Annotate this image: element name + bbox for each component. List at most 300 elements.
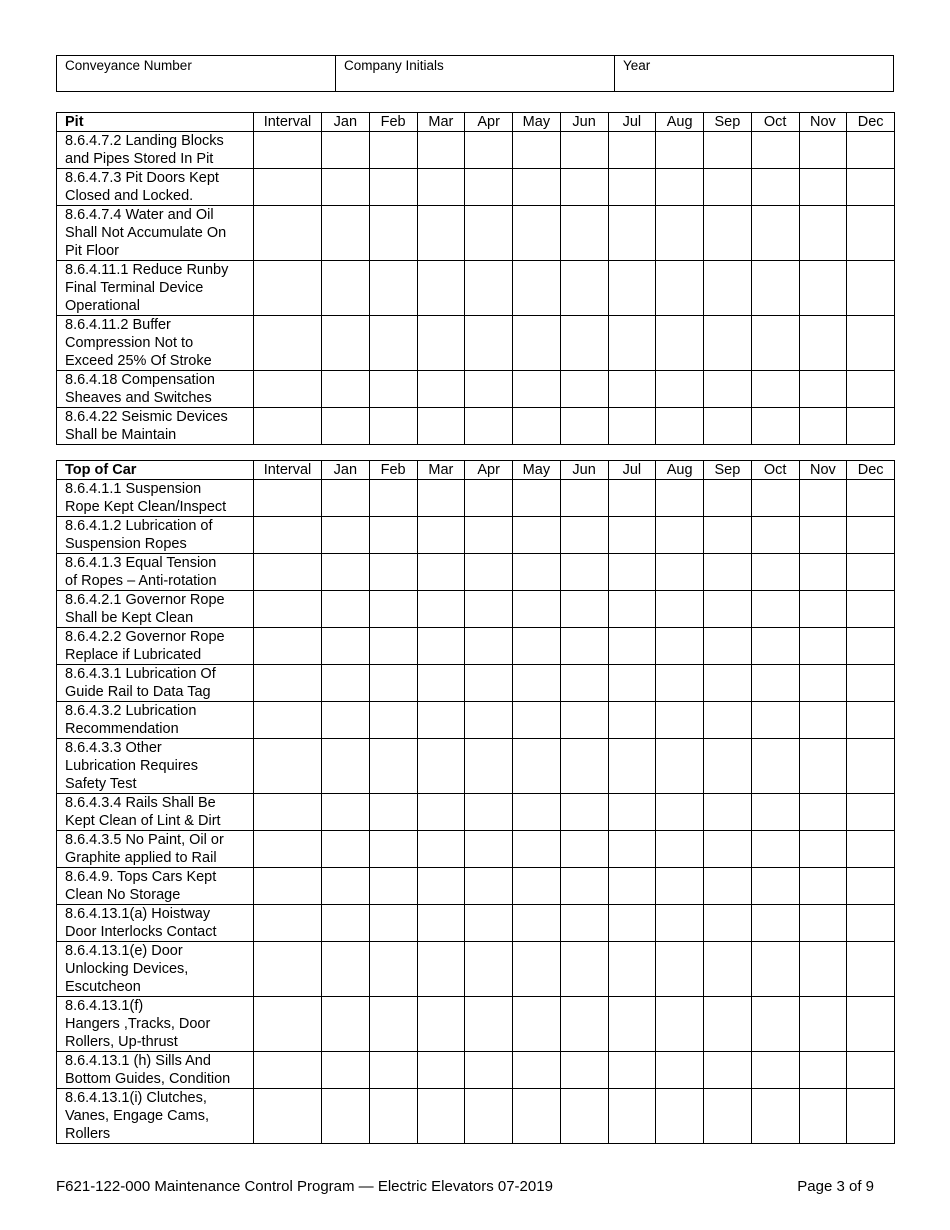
month-entry-cell[interactable]: [656, 739, 704, 794]
month-entry-cell[interactable]: [799, 206, 847, 261]
interval-cell[interactable]: [254, 316, 322, 371]
month-entry-cell[interactable]: [847, 316, 895, 371]
month-entry-cell[interactable]: [847, 517, 895, 554]
month-entry-cell[interactable]: [656, 480, 704, 517]
month-entry-cell[interactable]: [513, 868, 561, 905]
month-entry-cell[interactable]: [608, 132, 656, 169]
month-entry-cell[interactable]: [369, 517, 417, 554]
month-entry-cell[interactable]: [751, 942, 799, 997]
month-entry-cell[interactable]: [751, 480, 799, 517]
month-entry-cell[interactable]: [513, 316, 561, 371]
month-entry-cell[interactable]: [322, 1052, 370, 1089]
month-entry-cell[interactable]: [322, 794, 370, 831]
month-entry-cell[interactable]: [560, 831, 608, 868]
month-entry-cell[interactable]: [465, 554, 513, 591]
month-entry-cell[interactable]: [513, 628, 561, 665]
month-entry-cell[interactable]: [608, 480, 656, 517]
month-entry-cell[interactable]: [847, 905, 895, 942]
month-entry-cell[interactable]: [799, 169, 847, 206]
month-entry-cell[interactable]: [465, 942, 513, 997]
month-entry-cell[interactable]: [704, 371, 752, 408]
interval-cell[interactable]: [254, 997, 322, 1052]
month-entry-cell[interactable]: [704, 942, 752, 997]
month-entry-cell[interactable]: [608, 316, 656, 371]
month-entry-cell[interactable]: [656, 591, 704, 628]
month-entry-cell[interactable]: [704, 831, 752, 868]
month-entry-cell[interactable]: [322, 371, 370, 408]
month-entry-cell[interactable]: [417, 997, 465, 1052]
month-entry-cell[interactable]: [751, 702, 799, 739]
month-entry-cell[interactable]: [751, 371, 799, 408]
month-entry-cell[interactable]: [799, 997, 847, 1052]
interval-cell[interactable]: [254, 480, 322, 517]
month-entry-cell[interactable]: [513, 480, 561, 517]
month-entry-cell[interactable]: [799, 371, 847, 408]
month-entry-cell[interactable]: [465, 831, 513, 868]
month-entry-cell[interactable]: [369, 665, 417, 702]
month-entry-cell[interactable]: [513, 1052, 561, 1089]
month-entry-cell[interactable]: [513, 132, 561, 169]
month-entry-cell[interactable]: [847, 665, 895, 702]
month-entry-cell[interactable]: [560, 206, 608, 261]
month-entry-cell[interactable]: [369, 480, 417, 517]
month-entry-cell[interactable]: [465, 1052, 513, 1089]
month-entry-cell[interactable]: [369, 261, 417, 316]
month-entry-cell[interactable]: [560, 628, 608, 665]
month-entry-cell[interactable]: [704, 554, 752, 591]
interval-cell[interactable]: [254, 261, 322, 316]
month-entry-cell[interactable]: [560, 480, 608, 517]
month-entry-cell[interactable]: [751, 206, 799, 261]
month-entry-cell[interactable]: [369, 794, 417, 831]
month-entry-cell[interactable]: [608, 868, 656, 905]
month-entry-cell[interactable]: [751, 169, 799, 206]
month-entry-cell[interactable]: [799, 132, 847, 169]
interval-cell[interactable]: [254, 794, 322, 831]
month-entry-cell[interactable]: [656, 408, 704, 445]
month-entry-cell[interactable]: [465, 316, 513, 371]
month-entry-cell[interactable]: [322, 480, 370, 517]
month-entry-cell[interactable]: [322, 665, 370, 702]
month-entry-cell[interactable]: [608, 206, 656, 261]
month-entry-cell[interactable]: [847, 628, 895, 665]
month-entry-cell[interactable]: [608, 702, 656, 739]
month-entry-cell[interactable]: [465, 702, 513, 739]
month-entry-cell[interactable]: [513, 794, 561, 831]
month-entry-cell[interactable]: [704, 665, 752, 702]
month-entry-cell[interactable]: [465, 408, 513, 445]
month-entry-cell[interactable]: [799, 628, 847, 665]
month-entry-cell[interactable]: [369, 169, 417, 206]
month-entry-cell[interactable]: [560, 132, 608, 169]
month-entry-cell[interactable]: [417, 739, 465, 794]
month-entry-cell[interactable]: [799, 868, 847, 905]
interval-cell[interactable]: [254, 408, 322, 445]
month-entry-cell[interactable]: [656, 831, 704, 868]
month-entry-cell[interactable]: [847, 169, 895, 206]
month-entry-cell[interactable]: [417, 261, 465, 316]
month-entry-cell[interactable]: [417, 316, 465, 371]
month-entry-cell[interactable]: [656, 997, 704, 1052]
month-entry-cell[interactable]: [322, 517, 370, 554]
month-entry-cell[interactable]: [560, 371, 608, 408]
month-entry-cell[interactable]: [656, 132, 704, 169]
interval-cell[interactable]: [254, 665, 322, 702]
interval-cell[interactable]: [254, 628, 322, 665]
month-entry-cell[interactable]: [369, 206, 417, 261]
company-initials-field[interactable]: [336, 56, 615, 91]
month-entry-cell[interactable]: [417, 206, 465, 261]
month-entry-cell[interactable]: [322, 132, 370, 169]
month-entry-cell[interactable]: [656, 1052, 704, 1089]
month-entry-cell[interactable]: [608, 1089, 656, 1144]
month-entry-cell[interactable]: [322, 702, 370, 739]
month-entry-cell[interactable]: [799, 261, 847, 316]
month-entry-cell[interactable]: [417, 702, 465, 739]
month-entry-cell[interactable]: [513, 261, 561, 316]
month-entry-cell[interactable]: [513, 665, 561, 702]
month-entry-cell[interactable]: [369, 905, 417, 942]
month-entry-cell[interactable]: [417, 591, 465, 628]
month-entry-cell[interactable]: [656, 316, 704, 371]
month-entry-cell[interactable]: [322, 1089, 370, 1144]
month-entry-cell[interactable]: [847, 1052, 895, 1089]
month-entry-cell[interactable]: [465, 371, 513, 408]
month-entry-cell[interactable]: [751, 261, 799, 316]
month-entry-cell[interactable]: [656, 628, 704, 665]
month-entry-cell[interactable]: [465, 261, 513, 316]
interval-cell[interactable]: [254, 517, 322, 554]
month-entry-cell[interactable]: [560, 1089, 608, 1144]
month-entry-cell[interactable]: [847, 794, 895, 831]
month-entry-cell[interactable]: [704, 702, 752, 739]
month-entry-cell[interactable]: [608, 628, 656, 665]
month-entry-cell[interactable]: [369, 628, 417, 665]
month-entry-cell[interactable]: [465, 480, 513, 517]
month-entry-cell[interactable]: [608, 942, 656, 997]
month-entry-cell[interactable]: [417, 831, 465, 868]
interval-cell[interactable]: [254, 371, 322, 408]
month-entry-cell[interactable]: [417, 628, 465, 665]
month-entry-cell[interactable]: [704, 794, 752, 831]
conveyance-number-field[interactable]: [57, 56, 336, 91]
month-entry-cell[interactable]: [847, 371, 895, 408]
month-entry-cell[interactable]: [704, 591, 752, 628]
month-entry-cell[interactable]: [513, 905, 561, 942]
month-entry-cell[interactable]: [847, 868, 895, 905]
month-entry-cell[interactable]: [465, 739, 513, 794]
month-entry-cell[interactable]: [847, 702, 895, 739]
month-entry-cell[interactable]: [608, 591, 656, 628]
month-entry-cell[interactable]: [799, 517, 847, 554]
month-entry-cell[interactable]: [322, 316, 370, 371]
month-entry-cell[interactable]: [704, 480, 752, 517]
month-entry-cell[interactable]: [656, 868, 704, 905]
month-entry-cell[interactable]: [704, 517, 752, 554]
month-entry-cell[interactable]: [560, 905, 608, 942]
month-entry-cell[interactable]: [513, 169, 561, 206]
month-entry-cell[interactable]: [465, 628, 513, 665]
interval-cell[interactable]: [254, 169, 322, 206]
month-entry-cell[interactable]: [656, 702, 704, 739]
month-entry-cell[interactable]: [465, 868, 513, 905]
month-entry-cell[interactable]: [704, 206, 752, 261]
month-entry-cell[interactable]: [847, 261, 895, 316]
month-entry-cell[interactable]: [369, 702, 417, 739]
month-entry-cell[interactable]: [322, 408, 370, 445]
interval-cell[interactable]: [254, 905, 322, 942]
month-entry-cell[interactable]: [417, 942, 465, 997]
month-entry-cell[interactable]: [322, 261, 370, 316]
month-entry-cell[interactable]: [751, 665, 799, 702]
month-entry-cell[interactable]: [656, 942, 704, 997]
month-entry-cell[interactable]: [322, 868, 370, 905]
month-entry-cell[interactable]: [751, 517, 799, 554]
month-entry-cell[interactable]: [465, 591, 513, 628]
month-entry-cell[interactable]: [799, 794, 847, 831]
month-entry-cell[interactable]: [608, 371, 656, 408]
month-entry-cell[interactable]: [513, 1089, 561, 1144]
month-entry-cell[interactable]: [369, 408, 417, 445]
month-entry-cell[interactable]: [656, 206, 704, 261]
month-entry-cell[interactable]: [847, 480, 895, 517]
month-entry-cell[interactable]: [608, 517, 656, 554]
month-entry-cell[interactable]: [656, 261, 704, 316]
interval-cell[interactable]: [254, 206, 322, 261]
month-entry-cell[interactable]: [465, 905, 513, 942]
month-entry-cell[interactable]: [799, 1089, 847, 1144]
month-entry-cell[interactable]: [847, 831, 895, 868]
month-entry-cell[interactable]: [513, 739, 561, 794]
month-entry-cell[interactable]: [513, 702, 561, 739]
month-entry-cell[interactable]: [465, 794, 513, 831]
month-entry-cell[interactable]: [369, 1089, 417, 1144]
month-entry-cell[interactable]: [608, 905, 656, 942]
month-entry-cell[interactable]: [608, 831, 656, 868]
month-entry-cell[interactable]: [560, 868, 608, 905]
month-entry-cell[interactable]: [369, 371, 417, 408]
month-entry-cell[interactable]: [322, 591, 370, 628]
month-entry-cell[interactable]: [847, 408, 895, 445]
month-entry-cell[interactable]: [704, 132, 752, 169]
month-entry-cell[interactable]: [799, 591, 847, 628]
month-entry-cell[interactable]: [608, 997, 656, 1052]
month-entry-cell[interactable]: [608, 794, 656, 831]
month-entry-cell[interactable]: [704, 1089, 752, 1144]
month-entry-cell[interactable]: [465, 132, 513, 169]
month-entry-cell[interactable]: [369, 868, 417, 905]
interval-cell[interactable]: [254, 1052, 322, 1089]
month-entry-cell[interactable]: [322, 831, 370, 868]
month-entry-cell[interactable]: [751, 739, 799, 794]
month-entry-cell[interactable]: [799, 408, 847, 445]
month-entry-cell[interactable]: [704, 316, 752, 371]
month-entry-cell[interactable]: [799, 1052, 847, 1089]
month-entry-cell[interactable]: [751, 408, 799, 445]
month-entry-cell[interactable]: [322, 169, 370, 206]
interval-cell[interactable]: [254, 942, 322, 997]
month-entry-cell[interactable]: [417, 408, 465, 445]
month-entry-cell[interactable]: [608, 554, 656, 591]
month-entry-cell[interactable]: [560, 997, 608, 1052]
month-entry-cell[interactable]: [751, 868, 799, 905]
month-entry-cell[interactable]: [847, 591, 895, 628]
month-entry-cell[interactable]: [608, 408, 656, 445]
month-entry-cell[interactable]: [560, 169, 608, 206]
month-entry-cell[interactable]: [322, 905, 370, 942]
month-entry-cell[interactable]: [656, 905, 704, 942]
month-entry-cell[interactable]: [513, 371, 561, 408]
month-entry-cell[interactable]: [704, 169, 752, 206]
month-entry-cell[interactable]: [417, 1089, 465, 1144]
month-entry-cell[interactable]: [513, 206, 561, 261]
month-entry-cell[interactable]: [417, 480, 465, 517]
month-entry-cell[interactable]: [513, 408, 561, 445]
month-entry-cell[interactable]: [369, 132, 417, 169]
month-entry-cell[interactable]: [751, 1052, 799, 1089]
month-entry-cell[interactable]: [799, 554, 847, 591]
month-entry-cell[interactable]: [560, 739, 608, 794]
month-entry-cell[interactable]: [560, 316, 608, 371]
interval-cell[interactable]: [254, 831, 322, 868]
month-entry-cell[interactable]: [799, 905, 847, 942]
month-entry-cell[interactable]: [465, 665, 513, 702]
month-entry-cell[interactable]: [560, 591, 608, 628]
month-entry-cell[interactable]: [704, 1052, 752, 1089]
month-entry-cell[interactable]: [704, 739, 752, 794]
month-entry-cell[interactable]: [751, 316, 799, 371]
month-entry-cell[interactable]: [608, 261, 656, 316]
month-entry-cell[interactable]: [799, 316, 847, 371]
month-entry-cell[interactable]: [417, 371, 465, 408]
month-entry-cell[interactable]: [465, 1089, 513, 1144]
month-entry-cell[interactable]: [513, 591, 561, 628]
month-entry-cell[interactable]: [465, 206, 513, 261]
month-entry-cell[interactable]: [513, 997, 561, 1052]
month-entry-cell[interactable]: [369, 1052, 417, 1089]
month-entry-cell[interactable]: [608, 1052, 656, 1089]
month-entry-cell[interactable]: [751, 132, 799, 169]
month-entry-cell[interactable]: [560, 942, 608, 997]
month-entry-cell[interactable]: [322, 628, 370, 665]
month-entry-cell[interactable]: [369, 942, 417, 997]
month-entry-cell[interactable]: [847, 132, 895, 169]
month-entry-cell[interactable]: [751, 905, 799, 942]
month-entry-cell[interactable]: [704, 408, 752, 445]
month-entry-cell[interactable]: [465, 169, 513, 206]
month-entry-cell[interactable]: [560, 702, 608, 739]
month-entry-cell[interactable]: [560, 665, 608, 702]
month-entry-cell[interactable]: [560, 408, 608, 445]
month-entry-cell[interactable]: [751, 628, 799, 665]
month-entry-cell[interactable]: [751, 591, 799, 628]
interval-cell[interactable]: [254, 132, 322, 169]
month-entry-cell[interactable]: [847, 206, 895, 261]
interval-cell[interactable]: [254, 702, 322, 739]
month-entry-cell[interactable]: [369, 997, 417, 1052]
month-entry-cell[interactable]: [751, 831, 799, 868]
month-entry-cell[interactable]: [322, 739, 370, 794]
month-entry-cell[interactable]: [560, 517, 608, 554]
month-entry-cell[interactable]: [369, 554, 417, 591]
interval-cell[interactable]: [254, 868, 322, 905]
month-entry-cell[interactable]: [369, 316, 417, 371]
month-entry-cell[interactable]: [799, 480, 847, 517]
month-entry-cell[interactable]: [417, 1052, 465, 1089]
month-entry-cell[interactable]: [656, 554, 704, 591]
month-entry-cell[interactable]: [847, 1089, 895, 1144]
month-entry-cell[interactable]: [513, 554, 561, 591]
interval-cell[interactable]: [254, 591, 322, 628]
month-entry-cell[interactable]: [799, 831, 847, 868]
month-entry-cell[interactable]: [560, 1052, 608, 1089]
month-entry-cell[interactable]: [417, 868, 465, 905]
month-entry-cell[interactable]: [322, 997, 370, 1052]
month-entry-cell[interactable]: [369, 831, 417, 868]
month-entry-cell[interactable]: [799, 942, 847, 997]
month-entry-cell[interactable]: [704, 261, 752, 316]
month-entry-cell[interactable]: [656, 794, 704, 831]
month-entry-cell[interactable]: [656, 665, 704, 702]
month-entry-cell[interactable]: [608, 169, 656, 206]
month-entry-cell[interactable]: [560, 794, 608, 831]
interval-cell[interactable]: [254, 554, 322, 591]
month-entry-cell[interactable]: [608, 665, 656, 702]
month-entry-cell[interactable]: [799, 739, 847, 794]
month-entry-cell[interactable]: [751, 997, 799, 1052]
month-entry-cell[interactable]: [847, 942, 895, 997]
month-entry-cell[interactable]: [513, 831, 561, 868]
month-entry-cell[interactable]: [847, 554, 895, 591]
month-entry-cell[interactable]: [417, 517, 465, 554]
year-field[interactable]: [615, 56, 893, 91]
month-entry-cell[interactable]: [751, 554, 799, 591]
month-entry-cell[interactable]: [465, 997, 513, 1052]
interval-cell[interactable]: [254, 1089, 322, 1144]
month-entry-cell[interactable]: [751, 794, 799, 831]
month-entry-cell[interactable]: [322, 206, 370, 261]
month-entry-cell[interactable]: [656, 517, 704, 554]
month-entry-cell[interactable]: [799, 702, 847, 739]
month-entry-cell[interactable]: [513, 517, 561, 554]
month-entry-cell[interactable]: [417, 169, 465, 206]
interval-cell[interactable]: [254, 739, 322, 794]
month-entry-cell[interactable]: [560, 554, 608, 591]
month-entry-cell[interactable]: [322, 554, 370, 591]
month-entry-cell[interactable]: [417, 794, 465, 831]
month-entry-cell[interactable]: [417, 665, 465, 702]
month-entry-cell[interactable]: [799, 665, 847, 702]
month-entry-cell[interactable]: [608, 739, 656, 794]
month-entry-cell[interactable]: [704, 997, 752, 1052]
month-entry-cell[interactable]: [751, 1089, 799, 1144]
month-entry-cell[interactable]: [656, 1089, 704, 1144]
month-entry-cell[interactable]: [704, 628, 752, 665]
month-entry-cell[interactable]: [656, 371, 704, 408]
month-entry-cell[interactable]: [704, 905, 752, 942]
month-entry-cell[interactable]: [417, 554, 465, 591]
month-entry-cell[interactable]: [847, 997, 895, 1052]
month-entry-cell[interactable]: [369, 591, 417, 628]
month-entry-cell[interactable]: [847, 739, 895, 794]
month-entry-cell[interactable]: [417, 132, 465, 169]
month-entry-cell[interactable]: [369, 739, 417, 794]
month-entry-cell[interactable]: [417, 905, 465, 942]
month-entry-cell[interactable]: [656, 169, 704, 206]
month-entry-cell[interactable]: [704, 868, 752, 905]
month-entry-cell[interactable]: [465, 517, 513, 554]
month-entry-cell[interactable]: [560, 261, 608, 316]
